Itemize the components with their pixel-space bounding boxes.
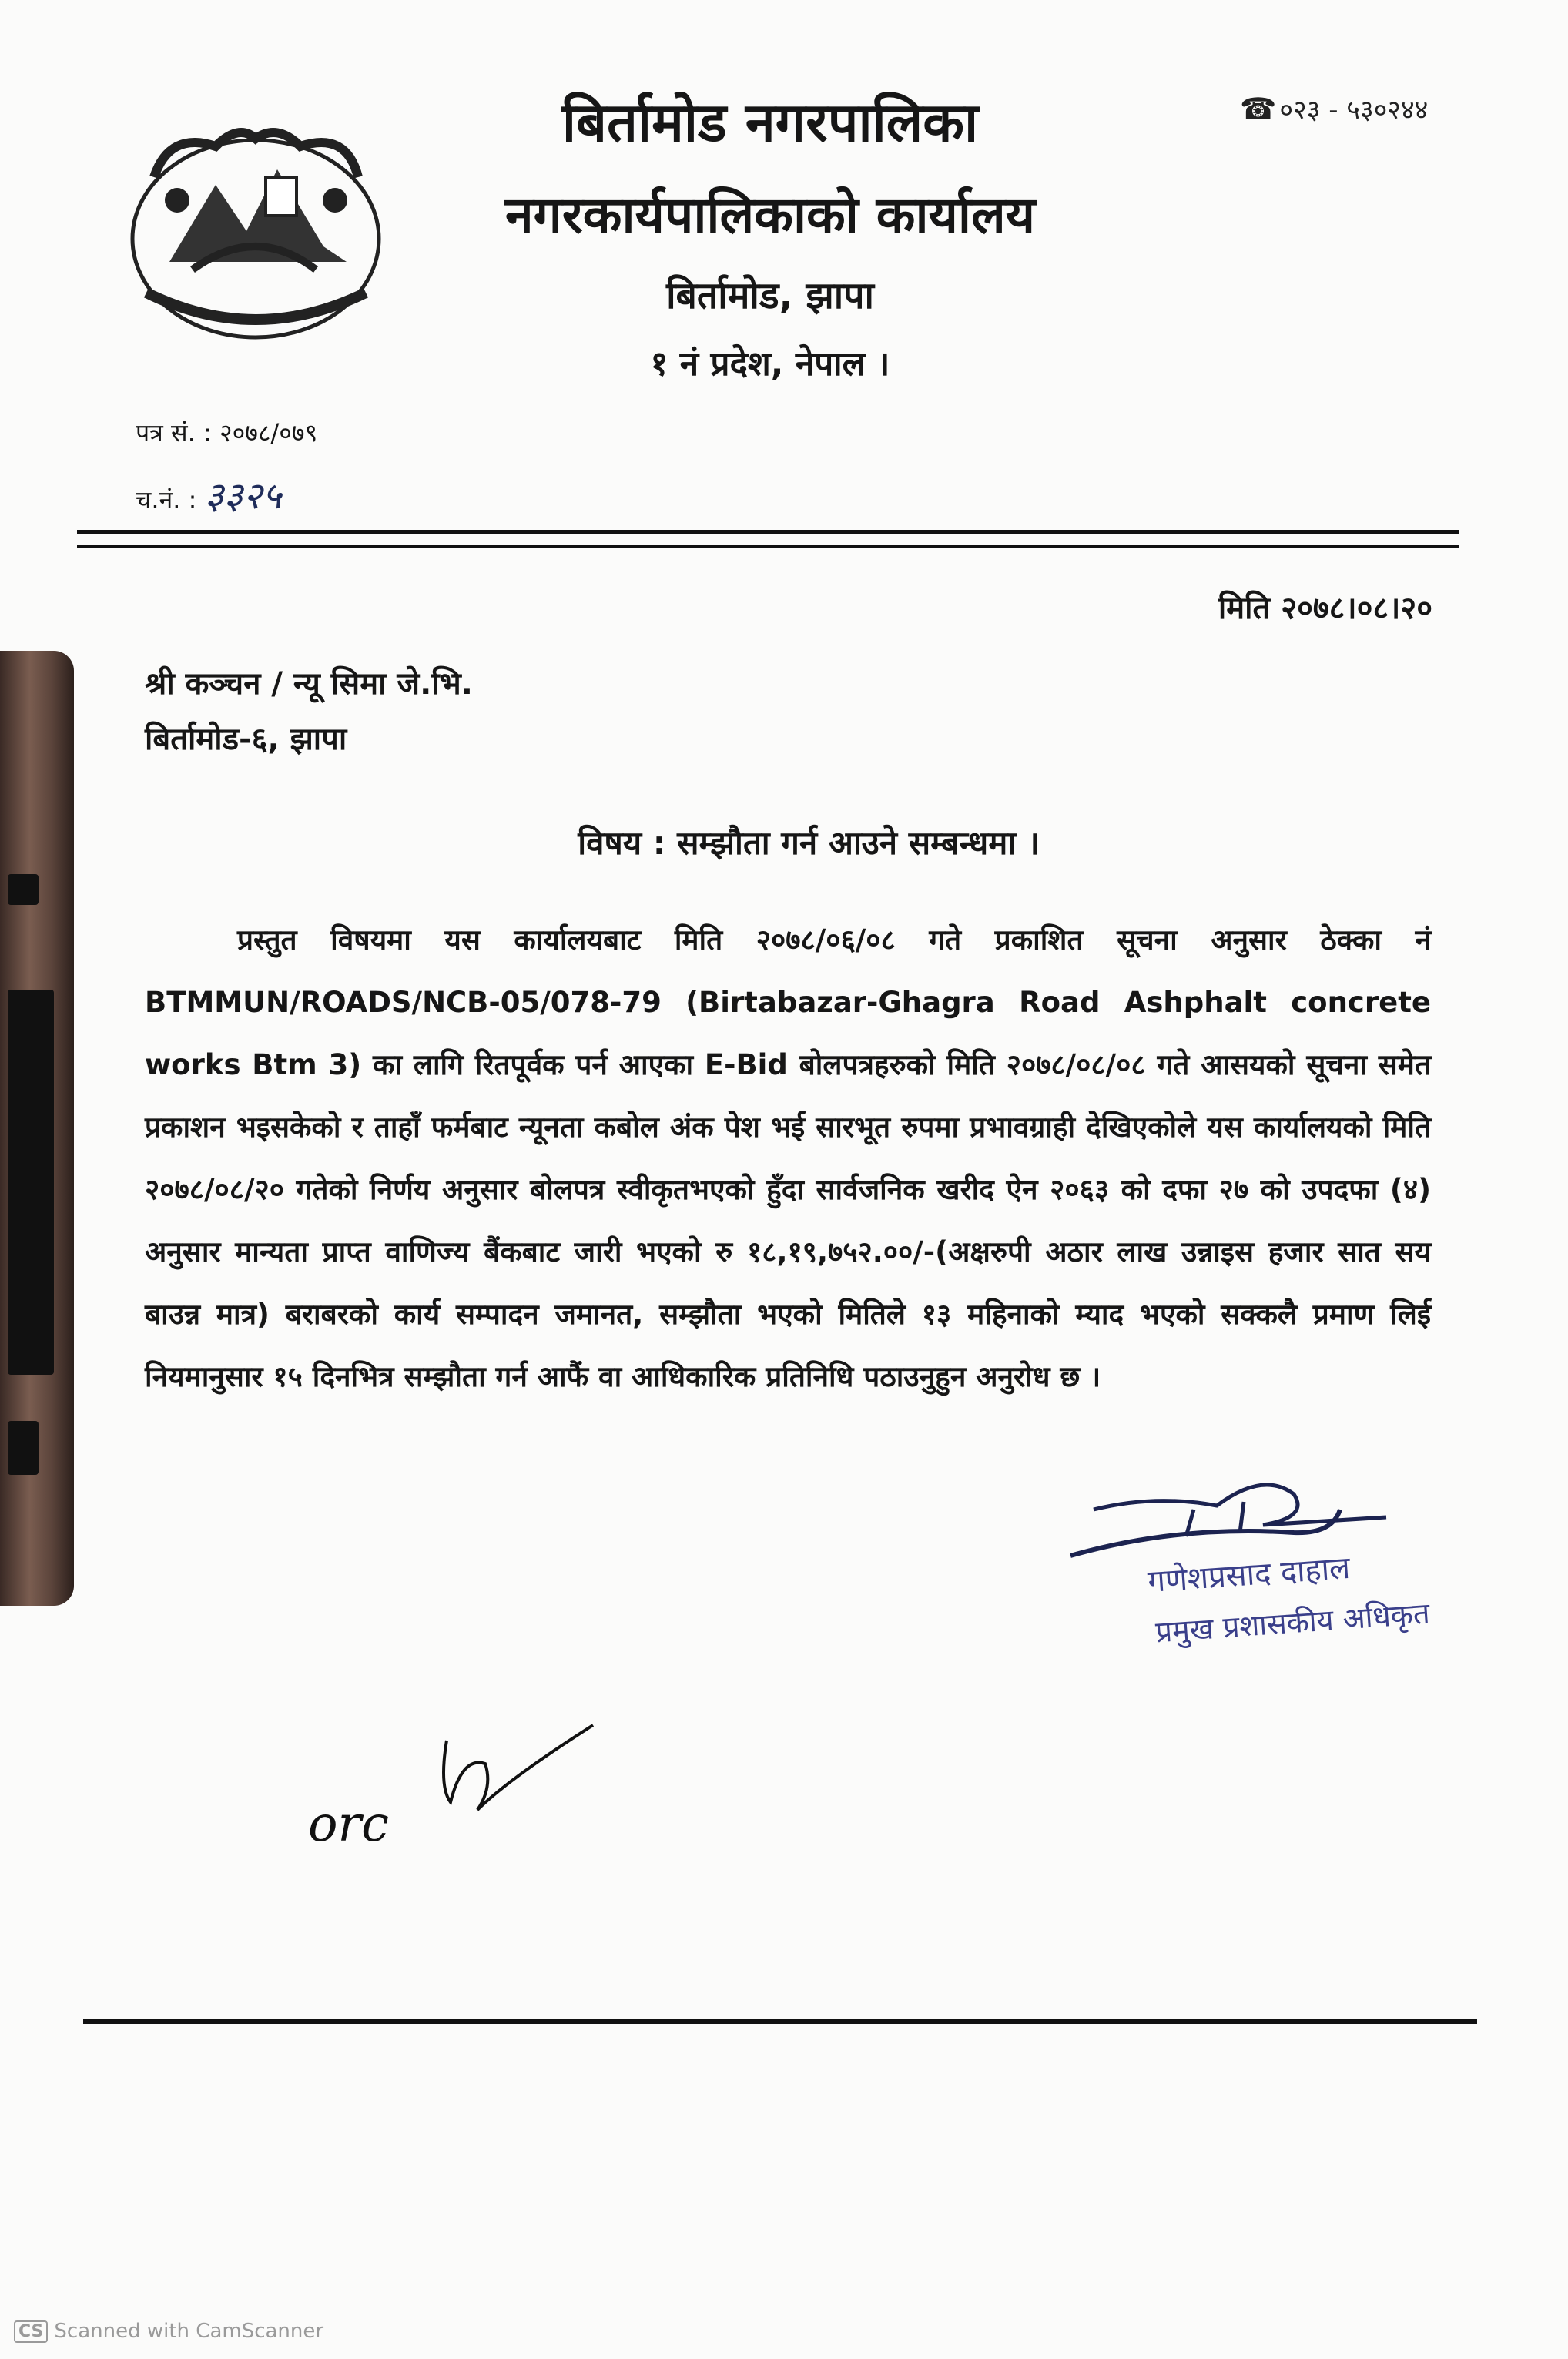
annotation-text: orc [308,1796,389,1853]
emblem-caption [0,0,1,1]
office-province: १ नं प्रदेश, नेपाल । [650,344,890,384]
letter-date: मिति २०७८।०८।२० [1218,591,1432,626]
letter-body: प्रस्तुत विषयमा यस कार्यालयबाट मिति २०७८/०६/०८ गते प्रकाशित सूचना अनुसार ठेक्का नं BTMMUN/ROADS/NCB-05/078-79 (Birtabazar-Ghagra Road Ashphalt concrete works Btm 3) का लागि रितपूर्वक पर्न आएका E-Bid बोलपत्रहरुको मिति २०७८/०८/०८ गते आसयको सूचना समेत प्रकाशन भइसकेको र ताहाँ फर्मबाट न्यूनता कबोल अंक पेश भई सारभूत रुपमा प्रभावग्राही देखिएकोले यस कार्यालयको मिति २०७८/०८/२० गतेको निर्णय अनुसार बोलपत्र स्वीकृतभएको हुँदा सार्वजनिक खरीद ऐन २०६३ को दफा २७ को उपदफा (४) अनुसार मान्यता प्राप्त वाणिज्य बैंकबाट जारी भएको रु १८,१९,७५२.००/-(अक्षरुपी अठार लाख उन्नाइस हजार सात सय बाउन्न मात्र) बराबरको कार्य सम्पादन जमानत, सम्झौता भएको मितिले १३ महिनाको म्याद भएको सक्कलै प्रमाण लिई नियमानुसार १५ दिनभित्र सम्झौता गर्न आफैं वा आधिकारिक प्रतिनिधि पठाउनुहुन अनुरोध छ । [145,923,1431,1393]
phone-number: ☎ ०२३ - ५३०२४४ [1240,92,1429,126]
office-location: बिर्तामोड, झापा [666,274,874,317]
signatory-title: प्रमुख प्रशासकीय अधिकृत [1154,1596,1431,1650]
nepal-emblem-icon [123,116,389,347]
recipient-address: बिर्तामोड-६, झापा [145,722,347,757]
telephone-icon: ☎ [1240,92,1277,126]
letter-number: पत्र सं. : २०७८/०७९ [136,418,318,447]
recipient-name: श्री कञ्चन / न्यू सिमा जे.भि. [145,666,473,702]
office-name: नगरकार्यपालिकाको कार्यालय [505,186,1035,245]
letter-subject: विषय : सम्झौता गर्न आउने सम्बन्धमा । [578,824,1040,862]
dispatch-number: च.नं. : ३३२५ [136,474,282,518]
signatory-name: गणेशप्रसाद दाहाल [1146,1550,1352,1600]
scanned-edge-object [0,651,74,1606]
header-divider [77,530,1459,534]
camscanner-logo-icon: CS [14,2320,48,2343]
municipality-name: बिर्तामोड नगरपालिका [561,91,979,154]
scanner-watermark: CS Scanned with CamScanner [14,2320,323,2343]
header-divider-secondary [77,545,1459,548]
footer-divider [83,2019,1477,2024]
handwritten-annotation [308,1710,601,1864]
